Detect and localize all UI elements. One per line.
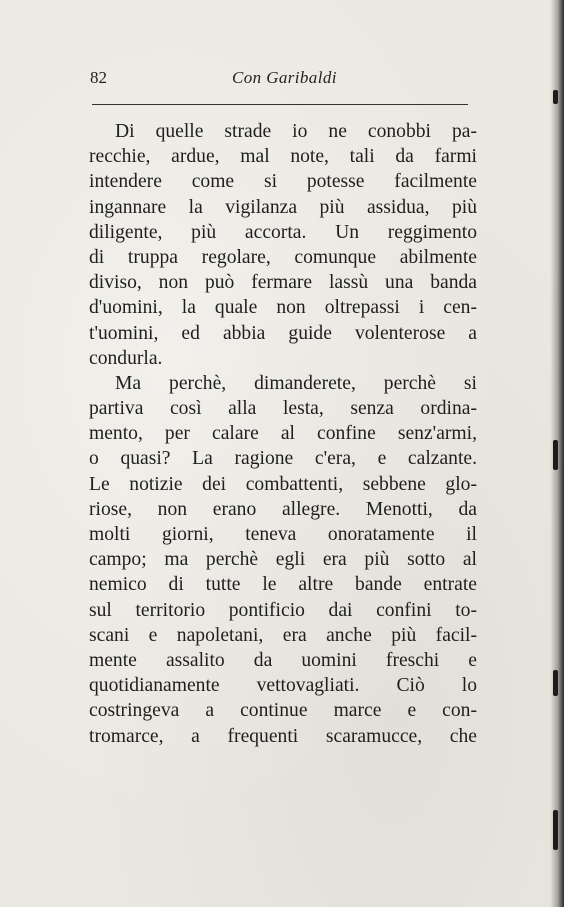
text-line: o quasi? La ragione c'era, e calzante. <box>89 448 477 470</box>
text-line: t'uomini, ed abbia guide volenterose a <box>89 322 477 344</box>
edge-mark <box>553 670 558 696</box>
text-line: mente assalito da uomini freschi e <box>89 649 477 671</box>
page-number: 82 <box>90 68 107 87</box>
text-line: condurla. <box>89 347 163 369</box>
text-line: campo; ma perchè egli era più sotto al <box>89 549 477 571</box>
edge-mark <box>553 810 558 850</box>
text-line: di truppa regolare, comunque abilmente <box>89 246 477 268</box>
text-line: costringeva a continue marce e con- <box>89 700 477 722</box>
page-header <box>90 68 470 92</box>
header-rule <box>92 104 468 105</box>
edge-mark <box>553 90 558 104</box>
text-line: sul territorio pontificio dai confini to- <box>89 599 477 621</box>
running-title: Con Garibaldi <box>232 68 337 87</box>
text-line: riose, non erano allegre. Menotti, da <box>89 498 477 520</box>
text-line: mento, per calare al confine senz'armi, <box>89 423 477 445</box>
text-line: ingannare la vigilanza più assidua, più <box>89 196 477 218</box>
text-line: Le notizie dei combattenti, sebbene glo- <box>89 473 477 495</box>
text-line: Ma perchè, dimanderete, perchè si <box>115 372 477 394</box>
text-line: tromarce, a frequenti scaramucce, che <box>89 725 477 747</box>
edge-mark <box>553 440 558 470</box>
text-line: Di quelle strade io ne conobbi pa- <box>115 121 477 142</box>
text-line: scani e napoletani, era anche più facil- <box>89 624 477 646</box>
text-line: molti giorni, teneva onoratamente il <box>89 524 477 545</box>
text-line: recchie, ardue, mal note, tali da farmi <box>89 146 477 168</box>
text-line: diviso, non può fermare lassù una banda <box>89 272 477 294</box>
text-line: d'uomini, la quale non oltrepassi i cen- <box>89 297 477 319</box>
text-line: partiva così alla lesta, senza ordina- <box>89 398 477 420</box>
body-text <box>89 119 477 749</box>
text-line: quotidianamente vettovagliati. Ciò lo <box>89 675 477 697</box>
text-line: diligente, più accorta. Un reggimento <box>89 221 477 243</box>
text-line: intendere come si potesse facilmente <box>89 171 477 193</box>
text-line: nemico di tutte le altre bande entrate <box>89 574 477 596</box>
